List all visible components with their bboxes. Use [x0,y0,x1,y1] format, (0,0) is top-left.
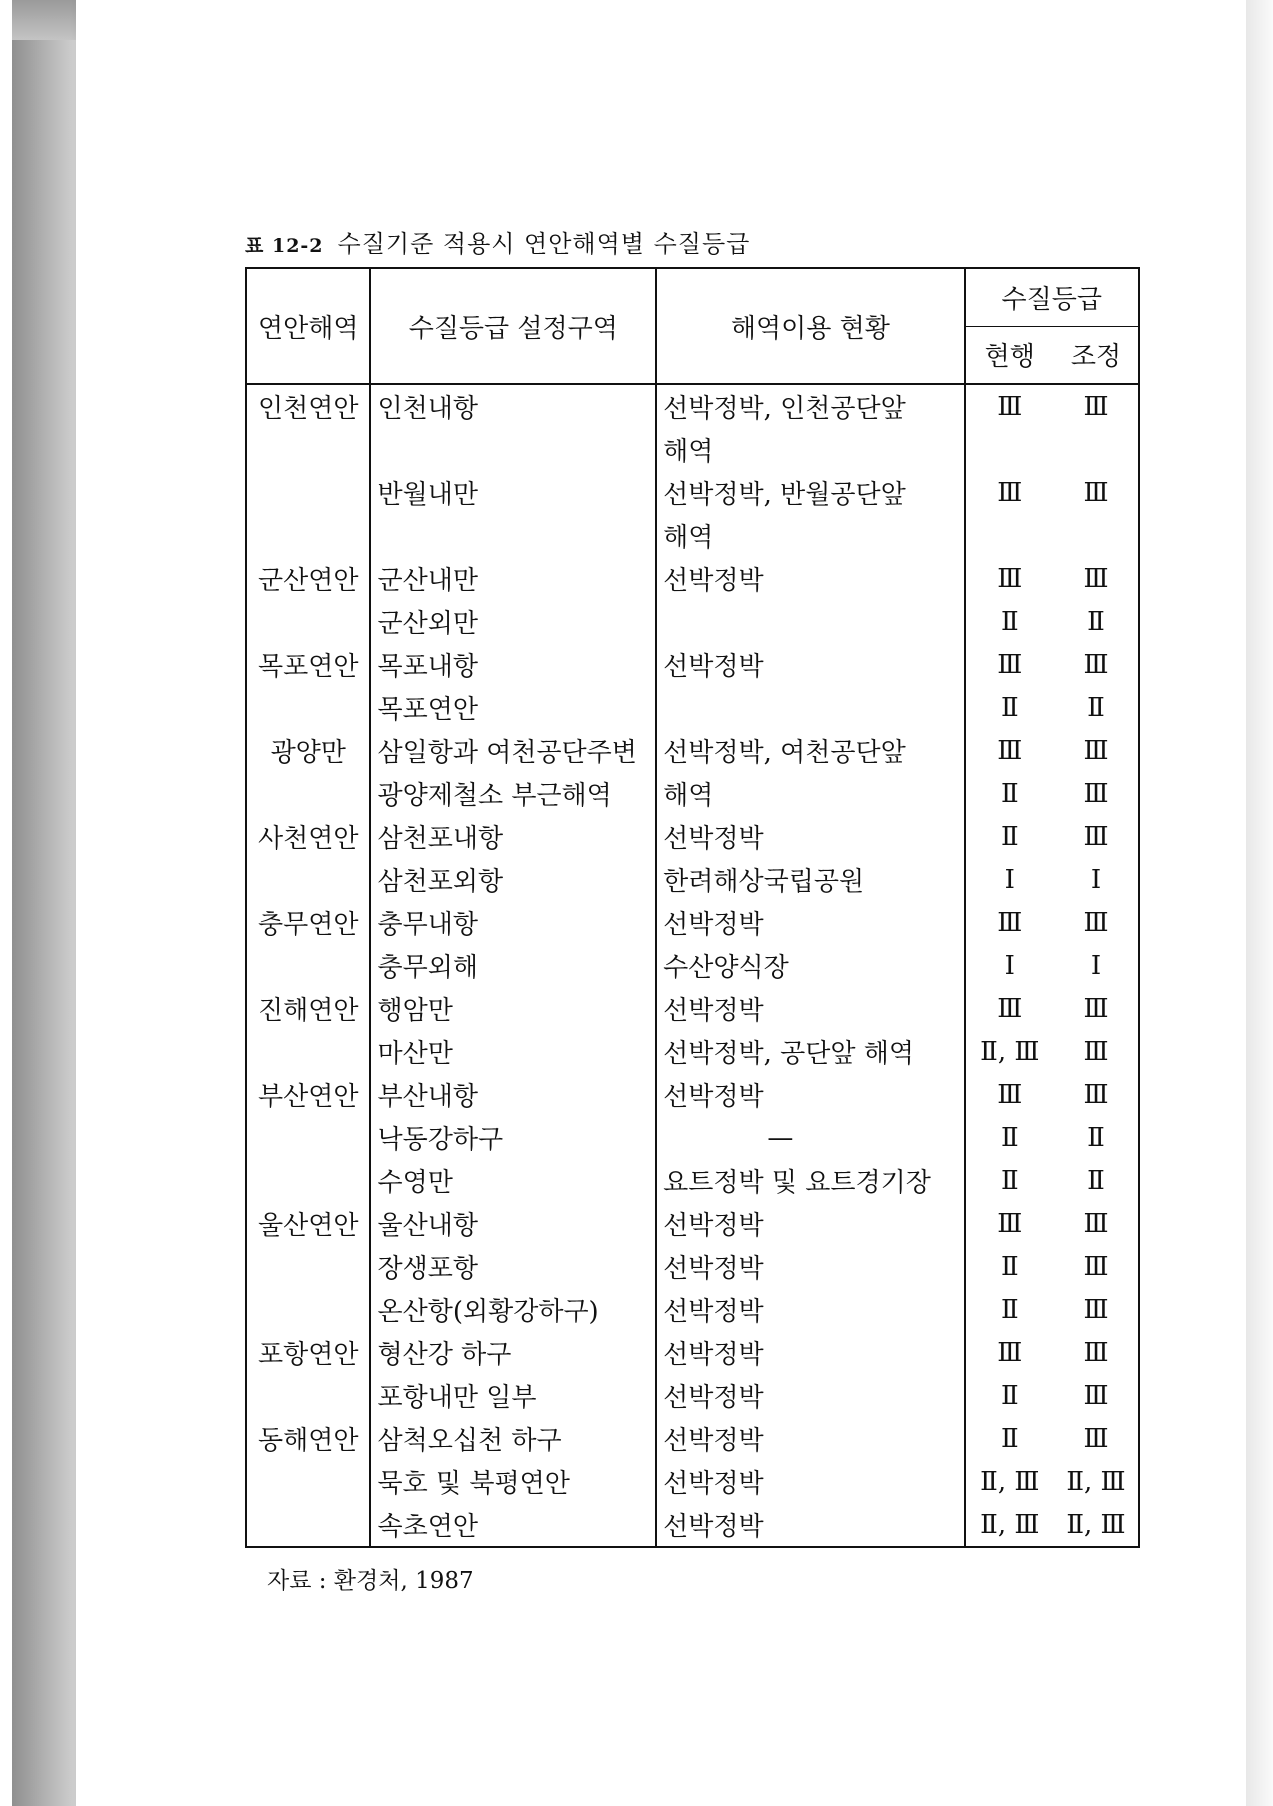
cell-current-grade: Ⅱ, Ⅲ [965,1030,1054,1073]
table-row [246,1503,1139,1547]
cell-zone: 형산강 하구 [370,1331,656,1374]
cell-usage [656,686,964,729]
cell-adjusted-grade: Ⅲ [1054,1073,1139,1116]
cell-usage: 수산양식장 [656,944,964,987]
cell-adjusted-grade [1054,428,1139,471]
cell-adjusted-grade: Ⅱ, Ⅲ [1054,1503,1139,1547]
cell-region [246,514,370,557]
cell-usage: 선박정박 [656,1202,964,1245]
table-row [246,1374,1139,1417]
table-row [246,686,1139,729]
cell-zone: 마산만 [370,1030,656,1073]
cell-zone: 반월내만 [370,471,656,514]
cell-zone: 장생포항 [370,1245,656,1288]
table-row [246,1116,1139,1159]
table-row [246,428,1139,471]
header-adjusted: 조정 [1054,326,1139,384]
cell-adjusted-grade: Ⅲ [1054,1288,1139,1331]
cell-adjusted-grade: Ⅲ [1054,815,1139,858]
table-row [246,384,1139,428]
cell-usage: 선박정박 [656,901,964,944]
cell-current-grade: Ⅱ [965,686,1054,729]
cell-region [246,1159,370,1202]
cell-current-grade: Ⅲ [965,557,1054,600]
table-row [246,1159,1139,1202]
table-number: 표 12-2 [245,235,324,257]
cell-usage: 선박정박 [656,1331,964,1374]
cell-adjusted-grade: Ⅰ [1054,858,1139,901]
cell-region [246,1503,370,1547]
cell-adjusted-grade: Ⅲ [1054,471,1139,514]
cell-adjusted-grade: Ⅱ [1054,686,1139,729]
table-row [246,729,1139,772]
cell-region [246,858,370,901]
cell-zone: 군산외만 [370,600,656,643]
cell-zone [370,428,656,471]
cell-adjusted-grade: Ⅱ [1054,1116,1139,1159]
cell-zone: 인천내항 [370,384,656,428]
header-region: 연안해역 [246,268,370,384]
cell-current-grade: Ⅲ [965,1073,1054,1116]
cell-region [246,471,370,514]
cell-region: 포항연안 [246,1331,370,1374]
cell-zone: 포항내만 일부 [370,1374,656,1417]
cell-usage: 선박정박 [656,1073,964,1116]
cell-current-grade: Ⅰ [965,858,1054,901]
page-edge-shadow [1246,0,1273,1806]
cell-current-grade: Ⅲ [965,1331,1054,1374]
cell-current-grade: Ⅱ [965,815,1054,858]
table-row [246,1030,1139,1073]
cell-region [246,1245,370,1288]
cell-usage: 해역 [656,514,964,557]
cell-region: 인천연안 [246,384,370,428]
cell-adjusted-grade: Ⅲ [1054,643,1139,686]
header-grade: 수질등급 [965,268,1139,326]
cell-usage: — [656,1116,964,1159]
cell-current-grade: Ⅰ [965,944,1054,987]
cell-adjusted-grade: Ⅱ, Ⅲ [1054,1460,1139,1503]
cell-usage: 선박정박 [656,1288,964,1331]
table-row [246,514,1139,557]
cell-region: 목포연안 [246,643,370,686]
cell-region [246,944,370,987]
cell-current-grade: Ⅲ [965,1202,1054,1245]
header-usage: 해역이용 현황 [656,268,964,384]
cell-adjusted-grade: Ⅲ [1054,901,1139,944]
table-row [246,987,1139,1030]
cell-usage: 요트정박 및 요트경기장 [656,1159,964,1202]
cell-current-grade: Ⅱ [965,1159,1054,1202]
table-row [246,772,1139,815]
source-note: 자료 : 환경처, 1987 [267,1568,474,1594]
cell-adjusted-grade: Ⅲ [1054,1245,1139,1288]
cell-current-grade: Ⅲ [965,643,1054,686]
cell-current-grade: Ⅱ [965,772,1054,815]
cell-zone: 낙동강하구 [370,1116,656,1159]
cell-adjusted-grade: Ⅲ [1054,729,1139,772]
table-row [246,901,1139,944]
cell-usage: 해역 [656,428,964,471]
cell-usage [656,600,964,643]
cell-zone: 수영만 [370,1159,656,1202]
cell-region: 부산연안 [246,1073,370,1116]
table-row [246,1202,1139,1245]
cell-zone: 목포내항 [370,643,656,686]
table-row [246,1331,1139,1374]
cell-region: 충무연안 [246,901,370,944]
cell-region [246,772,370,815]
cell-current-grade: Ⅱ [965,1288,1054,1331]
cell-zone: 울산내항 [370,1202,656,1245]
water-quality-table [245,267,1140,1548]
cell-adjusted-grade: Ⅱ [1054,1159,1139,1202]
cell-adjusted-grade: Ⅱ [1054,600,1139,643]
cell-zone: 목포연안 [370,686,656,729]
cell-usage: 선박정박, 반월공단앞 [656,471,964,514]
table-body [246,384,1139,1547]
table-row [246,1288,1139,1331]
table-title: 수질기준 적용시 연안해역별 수질등급 [337,230,751,258]
cell-usage: 선박정박 [656,1245,964,1288]
cell-zone: 행암만 [370,987,656,1030]
cell-adjusted-grade: Ⅲ [1054,987,1139,1030]
table-row [246,1073,1139,1116]
book-spine [12,0,76,1806]
cell-current-grade: Ⅲ [965,729,1054,772]
cell-usage: 선박정박 [656,643,964,686]
cell-region [246,600,370,643]
cell-current-grade [965,428,1054,471]
table-row [246,643,1139,686]
cell-region [246,1030,370,1073]
cell-current-grade: Ⅱ, Ⅲ [965,1460,1054,1503]
cell-adjusted-grade [1054,514,1139,557]
cell-zone: 속초연안 [370,1503,656,1547]
cell-zone: 삼천포외항 [370,858,656,901]
cell-adjusted-grade: Ⅲ [1054,772,1139,815]
table-row [246,557,1139,600]
cell-usage: 선박정박, 인천공단앞 [656,384,964,428]
cell-current-grade: Ⅱ [965,1417,1054,1460]
table-caption [245,224,750,259]
cell-zone: 광양제철소 부근해역 [370,772,656,815]
cell-current-grade: Ⅲ [965,471,1054,514]
cell-region [246,686,370,729]
cell-zone: 군산내만 [370,557,656,600]
cell-current-grade: Ⅱ [965,1374,1054,1417]
cell-region: 군산연안 [246,557,370,600]
cell-zone: 충무내항 [370,901,656,944]
cell-usage: 선박정박, 공단앞 해역 [656,1030,964,1073]
table-row [246,600,1139,643]
table-row [246,1417,1139,1460]
cell-region: 울산연안 [246,1202,370,1245]
cell-region [246,1116,370,1159]
book-spine-top [12,0,76,40]
cell-usage: 선박정박 [656,1503,964,1547]
cell-current-grade: Ⅱ [965,600,1054,643]
cell-adjusted-grade: Ⅲ [1054,1374,1139,1417]
table-row [246,1460,1139,1503]
cell-current-grade: Ⅲ [965,987,1054,1030]
table-row [246,471,1139,514]
cell-current-grade: Ⅱ, Ⅲ [965,1503,1054,1547]
cell-current-grade: Ⅱ [965,1116,1054,1159]
header-zone: 수질등급 설정구역 [370,268,656,384]
cell-region: 진해연안 [246,987,370,1030]
cell-adjusted-grade: Ⅲ [1054,1417,1139,1460]
cell-region [246,1288,370,1331]
cell-usage: 선박정박 [656,1374,964,1417]
cell-usage: 선박정박 [656,1460,964,1503]
cell-region: 광양만 [246,729,370,772]
cell-current-grade [965,514,1054,557]
cell-usage: 선박정박 [656,815,964,858]
cell-zone: 삼일항과 여천공단주변 [370,729,656,772]
cell-region [246,428,370,471]
cell-current-grade: Ⅱ [965,1245,1054,1288]
cell-zone: 삼천포내항 [370,815,656,858]
cell-region [246,1460,370,1503]
cell-usage: 선박정박 [656,1417,964,1460]
cell-zone [370,514,656,557]
cell-region: 사천연안 [246,815,370,858]
cell-adjusted-grade: Ⅲ [1054,1202,1139,1245]
cell-usage: 선박정박, 여천공단앞 [656,729,964,772]
cell-usage: 선박정박 [656,557,964,600]
table-row [246,858,1139,901]
cell-adjusted-grade: Ⅲ [1054,384,1139,428]
cell-region [246,1374,370,1417]
cell-adjusted-grade: Ⅲ [1054,557,1139,600]
cell-region: 동해연안 [246,1417,370,1460]
cell-current-grade: Ⅲ [965,384,1054,428]
cell-usage: 해역 [656,772,964,815]
cell-adjusted-grade: Ⅰ [1054,944,1139,987]
cell-zone: 충무외해 [370,944,656,987]
table-row [246,944,1139,987]
cell-current-grade: Ⅲ [965,901,1054,944]
cell-usage: 한려해상국립공원 [656,858,964,901]
cell-adjusted-grade: Ⅲ [1054,1030,1139,1073]
cell-zone: 온산항(외황강하구) [370,1288,656,1331]
table-row [246,815,1139,858]
table-row [246,1245,1139,1288]
cell-adjusted-grade: Ⅲ [1054,1331,1139,1374]
cell-zone: 부산내항 [370,1073,656,1116]
cell-usage: 선박정박 [656,987,964,1030]
cell-zone: 삼척오십천 하구 [370,1417,656,1460]
header-current: 현행 [965,326,1054,384]
cell-zone: 묵호 및 북평연안 [370,1460,656,1503]
